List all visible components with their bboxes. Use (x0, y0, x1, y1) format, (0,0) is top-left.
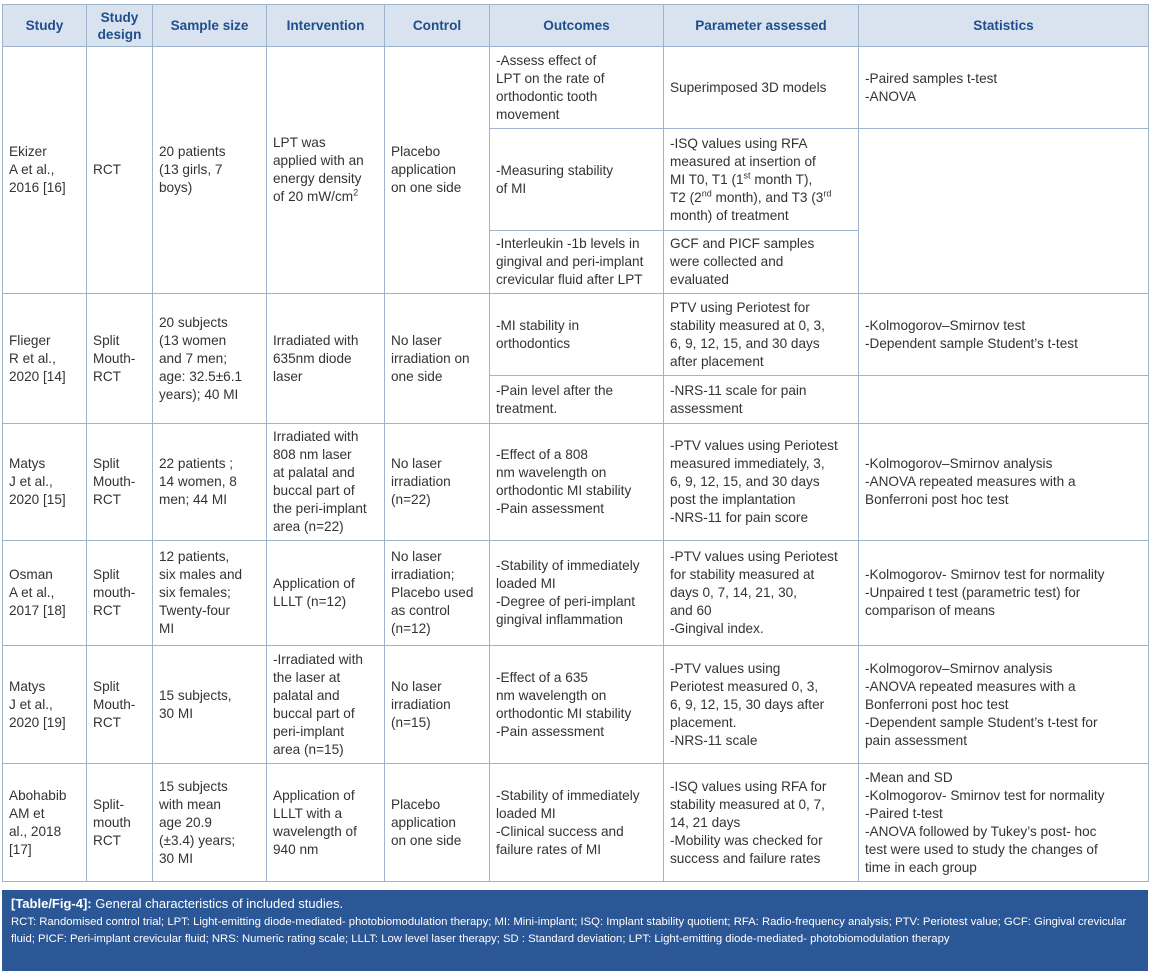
cell-outcomes: -Stability of immediately loaded MI -Clinical success and failure rates of MI (490, 764, 664, 882)
cell-statistics: -Kolmogorov–Smirnov analysis -ANOVA repeated measures with a Bonferroni post hoc test (859, 424, 1149, 541)
cell-outcomes: -Effect of a 635 nm wavelength on orthodontic MI stability -Pain assessment (490, 646, 664, 764)
cell-parameter: -PTV values using Periotest measured 0, 3, 6, 9, 12, 15, 30 days after placement. -NRS-11 scale (664, 646, 859, 764)
cell-sample: 22 patients ; 14 women, 8 men; 44 MI (153, 424, 267, 541)
superscript: rd (823, 187, 832, 198)
table-caption (2, 890, 1148, 971)
cell-outcomes: -Assess effect of LPT on the rate of orthodontic tooth movement (490, 47, 664, 129)
cell-parameter: -NRS-11 scale for pain assessment (664, 376, 859, 424)
cell-design: Split- mouth RCT (87, 764, 153, 882)
cell-statistics-empty (859, 129, 1149, 294)
cell-intervention: Application of LLLT (n=12) (267, 541, 385, 646)
cell-parameter: GCF and PICF samples were collected and evaluated (664, 231, 859, 294)
cell-control: No laser irradiation (n=22) (385, 424, 490, 541)
cell-design: Split mouth- RCT (87, 541, 153, 646)
header-sample-size: Sample size (153, 5, 267, 47)
caption-title-text: General characteristics of included studies. (91, 896, 344, 911)
cell-control: No laser irradiation; Placebo used as control (n=12) (385, 541, 490, 646)
cell-statistics: -Kolmogorov- Smirnov test for normality -Unpaired t test (parametric test) for comparison of means (859, 541, 1149, 646)
table-row (3, 424, 1149, 541)
parameter-text: month) of treatment (670, 207, 789, 223)
caption-title (11, 894, 1139, 913)
cell-outcomes: -Measuring stability of MI (490, 129, 664, 231)
cell-sample: 15 subjects, 30 MI (153, 646, 267, 764)
cell-parameter: PTV using Periotest for stability measured at 0, 3, 6, 9, 12, 15, and 30 days after placement (664, 294, 859, 376)
cell-sample: 20 patients (13 girls, 7 boys) (153, 47, 267, 294)
cell-control: No laser irradiation (n=15) (385, 646, 490, 764)
header-control: Control (385, 5, 490, 47)
cell-design: Split Mouth- RCT (87, 424, 153, 541)
table-row (3, 47, 1149, 129)
header-statistics: Statistics (859, 5, 1149, 47)
superscript: st (743, 169, 751, 180)
cell-study: Matys J et al., 2020 [19] (3, 646, 87, 764)
cell-parameter: -ISQ values using RFA for stability measured at 0, 7, 14, 21 days -Mobility was checked for success and failure rates (664, 764, 859, 882)
study-characteristics-table (2, 4, 1149, 882)
cell-intervention: Application of LLLT with a wavelength of 940 nm (267, 764, 385, 882)
table-row (3, 541, 1149, 646)
cell-design: RCT (87, 47, 153, 294)
cell-control: Placebo application on one side (385, 764, 490, 882)
table-row (3, 294, 1149, 376)
superscript: nd (701, 187, 712, 198)
cell-study: Osman A et al., 2017 [18] (3, 541, 87, 646)
cell-statistics: -Mean and SD -Kolmogorov- Smirnov test for normality -Paired t-test -ANOVA followed by Tukey’s post- hoc test were used to study the changes of time in each group (859, 764, 1149, 882)
cell-outcomes: -MI stability in orthodontics (490, 294, 664, 376)
header-row (3, 5, 1149, 47)
cell-study: Abohabib AM et al., 2018 [17] (3, 764, 87, 882)
caption-label: [Table/Fig-4]: (11, 896, 92, 911)
cell-statistics-empty (859, 376, 1149, 424)
cell-intervention: Irradiated with 808 nm laser at palatal and buccal part of the peri-implant area (n=22) (267, 424, 385, 541)
cell-sample: 15 subjects with mean age 20.9 (±3.4) years; 30 MI (153, 764, 267, 882)
parameter-text: month), and T3 (3 (711, 189, 824, 205)
cell-control: Placebo application on one side (385, 47, 490, 294)
cell-statistics: -Kolmogorov–Smirnov analysis -ANOVA repeated measures with a Bonferroni post hoc test -Dependent sample Student’s t-test for pain assessment (859, 646, 1149, 764)
table-row (3, 646, 1149, 764)
header-study: Study (3, 5, 87, 47)
cell-outcomes: -Effect of a 808 nm wavelength on orthodontic MI stability -Pain assessment (490, 424, 664, 541)
cell-statistics: -Paired samples t-test -ANOVA (859, 47, 1149, 129)
cell-design: Split Mouth- RCT (87, 646, 153, 764)
header-outcomes: Outcomes (490, 5, 664, 47)
cell-outcomes: -Pain level after the treatment. (490, 376, 664, 424)
cell-parameter: -PTV values using Periotest measured immediately, 3, 6, 9, 12, 15, and 30 days post the implantation -NRS-11 for pain score (664, 424, 859, 541)
cell-design: Split Mouth- RCT (87, 294, 153, 424)
cell-statistics: -Kolmogorov–Smirnov test -Dependent sample Student’s t-test (859, 294, 1149, 376)
cell-study: Flieger R et al., 2020 [14] (3, 294, 87, 424)
cell-control: No laser irradiation on one side (385, 294, 490, 424)
header-intervention: Intervention (267, 5, 385, 47)
caption-abbreviations: RCT: Randomised control trial; LPT: Light-emitting diode-mediated- photobiomodulation therapy; MI: Mini-implant; ISQ: Implant stability quotient; RFA: Radio-frequency analysis; PTV: Periotest value; GCF: Gingival crevicular fluid; PICF: Peri-implant crevicular fluid; NRS: Numeric rating scale; LLLT: Low level laser therapy; SD : Standard deviation; LPT: Light-emitting diode-mediated- photobiomodulation therapy (11, 916, 1127, 945)
header-parameter-assessed: Parameter assessed (664, 5, 859, 47)
cell-outcomes: -Stability of immediately loaded MI -Degree of peri-implant gingival inflammation (490, 541, 664, 646)
intervention-text: LPT was applied with an energy density of 20 mW/cm (273, 135, 364, 204)
cell-study: Ekizer A et al., 2016 [16] (3, 47, 87, 294)
cell-outcomes: -Interleukin -1b levels in gingival and peri-implant crevicular fluid after LPT (490, 231, 664, 294)
cell-intervention (267, 47, 385, 294)
cell-intervention: -Irradiated with the laser at palatal and buccal part of peri-implant area (n=15) (267, 646, 385, 764)
cell-sample: 12 patients, six males and six females; Twenty-four MI (153, 541, 267, 646)
cell-parameter (664, 129, 859, 231)
parameter-text: month T), T2 (2 (670, 171, 813, 205)
table-row (3, 764, 1149, 882)
cell-parameter: -PTV values using Periotest for stability measured at days 0, 7, 14, 21, 30, and 60 -Gingival index. (664, 541, 859, 646)
cell-intervention: Irradiated with 635nm diode laser (267, 294, 385, 424)
cell-sample: 20 subjects (13 women and 7 men; age: 32.5±6.1 years); 40 MI (153, 294, 267, 424)
cell-parameter: Superimposed 3D models (664, 47, 859, 129)
superscript: 2 (353, 187, 359, 198)
cell-study: Matys J et al., 2020 [15] (3, 424, 87, 541)
header-study-design: Study design (87, 5, 153, 47)
parameter-text: -ISQ values using RFA measured at insertion of MI T0, T1 (1 (670, 135, 816, 187)
